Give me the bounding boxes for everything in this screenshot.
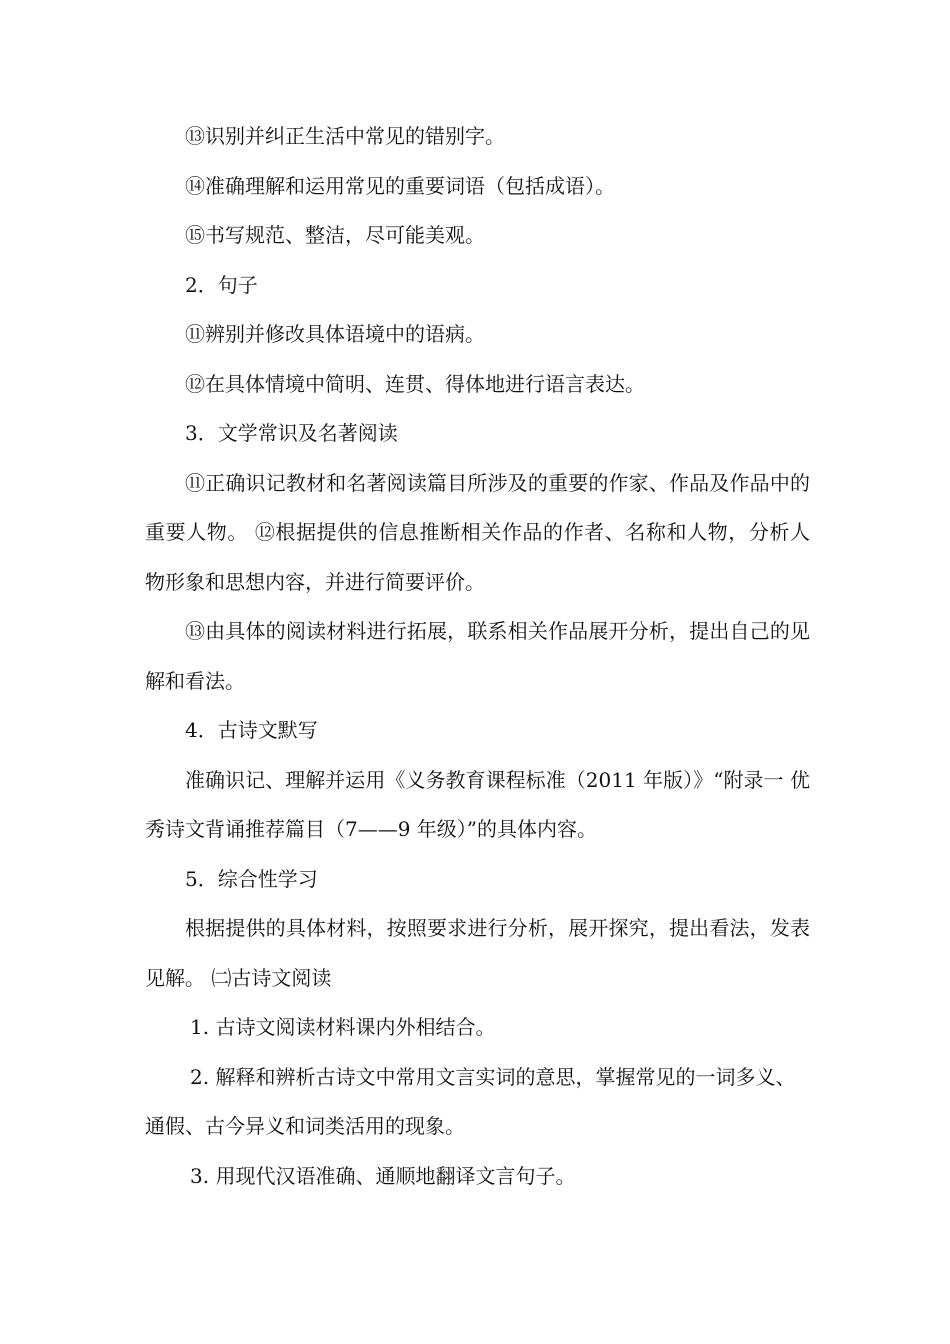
section-heading-poetry-dictation: 4．古诗文默写 xyxy=(185,718,318,742)
paragraph-literature-items-11-12: ⑪正确识记教材和名著阅读篇目所涉及的重要的作家、作品及作品中的重要人物。 ⑫根据提供的信息推断相关作品的作者、名称和人物，分析人物形象和思想内容，并进行简要评价。 xyxy=(145,470,810,594)
paragraph-item-14: ⑭准确理解和运用常见的重要词语（包括成语）。 xyxy=(185,173,615,198)
paragraph-classical-reading-1: 1. 古诗文阅读材料课内外相结合。 xyxy=(190,1015,496,1039)
paragraph-literature-item-13: ⑬由具体的阅读材料进行拓展，联系相关作品展开分析，提出自己的见解和看法。 xyxy=(145,619,810,693)
paragraph-item-13: ⑬识别并纠正生活中常见的错别字。 xyxy=(185,124,505,148)
paragraph-sentence-item-11: ⑪辨别并修改具体语境中的语病。 xyxy=(185,322,485,346)
section-heading-comprehensive-study: 5．综合性学习 xyxy=(185,866,318,891)
section-heading-sentences: 2．句子 xyxy=(185,272,258,297)
document-body xyxy=(145,112,810,1201)
paragraph-item-15: ⑮书写规范、整洁，尽可能美观。 xyxy=(185,223,485,247)
paragraph-classical-reading-2: 2. 解释和辨析古诗文中常用文言实词的意思，掌握常见的一词多义、通假、古今异义和词类活用的现象。 xyxy=(145,1064,796,1138)
paragraph-poetry-dictation: 准确识记、理解并运用《义务教育课程标准（2011 年版）》“附录一 优秀诗文背诵推荐篇目（7——9 年级）”的具体内容。 xyxy=(145,767,810,841)
section-heading-literature: 3．文学常识及名著阅读 xyxy=(185,421,398,445)
paragraph-sentence-item-12: ⑫在具体情境中简明、连贯、得体地进行语言表达。 xyxy=(185,371,645,396)
paragraph-comprehensive-study: 根据提供的具体材料，按照要求进行分析，展开探究，提出看法，发表见解。 ㈡古诗文阅读 xyxy=(145,916,810,990)
paragraph-classical-reading-3: 3. 用现代汉语准确、通顺地翻译文言句子。 xyxy=(190,1163,576,1188)
